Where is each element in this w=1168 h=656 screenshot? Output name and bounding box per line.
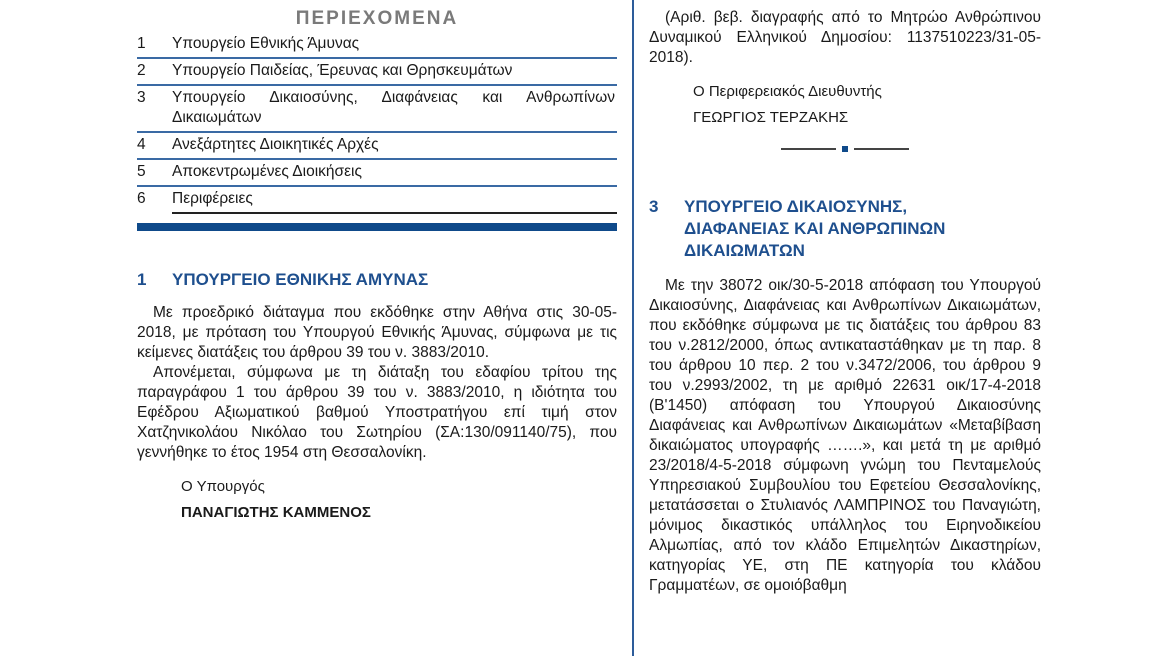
- signature-role: Ο Υπουργός: [181, 478, 265, 495]
- previous-section-tail: (Αριθ. βεβ. διαγραφής από το Μητρώο Ανθρώπινου Δυναμικού Ελληνικού Δημοσίου: 1137510223/31-05-2018).: [649, 9, 1041, 66]
- section-title: ΥΠΟΥΡΓΕΙΟ ΕΘΝΙΚΗΣ ΑΜΥΝΑΣ: [172, 270, 429, 289]
- toc-item-label: Ανεξάρτητες Διοικητικές Αρχές: [172, 136, 379, 153]
- toc-item-label: Αποκεντρωμένες Διοικήσεις: [172, 163, 362, 180]
- section-separator-ornament: [649, 146, 1041, 152]
- toc-item[interactable]: [137, 59, 617, 86]
- section-1-paragraph-1: Με προεδρικό διάταγμα που εκδόθηκε στην Αθήνα στις 30-05-2018, με πρόταση του Υπουργού Εθνικής Άμυνας, σύμφωνα με τις κείμενες διατάξεις του άρθρου 39 του ν. 3883/2010.: [137, 304, 617, 361]
- section-number: 1: [137, 270, 147, 289]
- toc-item-number: 1: [137, 35, 146, 52]
- toc-item-label: Περιφέρειες: [172, 189, 617, 214]
- toc-item-label: Υπουργείο Δικαιοσύνης, Διαφάνειας και Ανθρωπίνων Δικαιωμάτων: [172, 89, 615, 126]
- toc-item-number: 4: [137, 136, 146, 153]
- section-1-paragraph-2: Απονέμεται, σύμφωνα με τη διάταξη του εδαφίου τρίτου της παραγράφου 1 του άρθρου 39 του ν. 3883/2010, η ιδιότητα του Εφέδρου Αξιωματικού βαθμού Υποστρατήγου επί τιμή στον Χατζηνικολάου Νικόλαο του Σωτηρίου (ΣΑ:130/091140/75), που γεννήθηκε το έτος 1954 στη Θεσσαλονίκη.: [137, 364, 617, 461]
- toc-bottom-rule: [137, 223, 617, 231]
- toc-item[interactable]: [137, 160, 617, 187]
- toc-list: [137, 32, 617, 217]
- section-number: 3: [649, 197, 659, 216]
- toc-item[interactable]: [137, 133, 617, 160]
- toc-item[interactable]: [137, 86, 617, 133]
- toc-title: ΠΕΡΙΕΧΟΜΕΝΑ: [295, 8, 459, 29]
- toc-item-number: 2: [137, 62, 146, 79]
- toc-item-label: Υπουργείο Παιδείας, Έρευνας και Θρησκευμάτων: [172, 62, 513, 79]
- section-1-heading: [137, 269, 617, 291]
- toc-item[interactable]: [137, 32, 617, 59]
- section-3-paragraph: Με την 38072 οικ/30-5-2018 απόφαση του Υπουργού Δικαιοσύνης, Διαφάνειας και Ανθρωπίνων Δικαιωμάτων, που εκδόθηκε σύμφωνα με τις διατάξεις του άρθρου 83 του ν.2812/2000, όπως αντικαταστάθηκαν με τη παρ. 8 του άρθρου 10 περ. 2 του ν.3472/2006, του άρθρου 9 του ν.2993/2002, τη με αριθμό 22631 οικ/17-4-2018 (Β'1450) απόφαση του Υπουργού Δικαιοσύνης Διαφάνειας και Ανθρωπίνων Δικαιωμάτων «Μεταβίβαση δικαιώματος υπογραφής …….», και μετά τη με αριθμό 23/2018/4-5-2018 σύμφωνη γνώμη του Πενταμελούς Υπηρεσιακού Συμβουλίου του Εφετείου Θεσσαλονίκης, μετατάσσεται ο Στυλιανός ΛΑΜΠΡΙΝΟΣ του Παναγιώτη, μόνιμος δικαστικός υπάλληλος του Ειρηνοδικείου Αλμωπίας, από τον κλάδο Επιμελητών Δικαστηρίων, κατηγορίας ΥΕ, στη ΠΕ κατηγορία του κλάδου Γραμματέων, σε ομοιόβαθμη: [649, 277, 1041, 594]
- left-column: [137, 0, 617, 523]
- signature-name: ΠΑΝΑΓΙΩΤΗΣ ΚΑΜΜΕΝΟΣ: [181, 504, 371, 521]
- section-title: ΥΠΟΥΡΓΕΙΟ ΔΙΚΑΙΟΣΥΝΗΣ, ΔΙΑΦΑΝΕΙΑΣ ΚΑΙ ΑΝΘΡΩΠΙΝΩΝ ΔΙΚΑΙΩΜΑΤΩΝ: [684, 197, 946, 260]
- toc-item-number: 5: [137, 163, 146, 180]
- ornament-square-icon: [842, 146, 848, 152]
- ornament-line: [781, 148, 836, 150]
- toc-item[interactable]: [137, 187, 617, 217]
- signature-name: ΓΕΩΡΓΙΟΣ ΤΕΡΖΑΚΗΣ: [693, 109, 849, 126]
- ornament-line: [854, 148, 909, 150]
- toc-item-number: 3: [137, 89, 146, 106]
- signature-role: Ο Περιφερειακός Διευθυντής: [693, 83, 882, 100]
- section-3-heading: [649, 196, 1041, 262]
- toc-item-number: 6: [137, 190, 146, 207]
- column-divider: [632, 0, 634, 656]
- right-column: [649, 0, 1041, 596]
- toc-item-label: Υπουργείο Εθνικής Άμυνας: [172, 35, 360, 52]
